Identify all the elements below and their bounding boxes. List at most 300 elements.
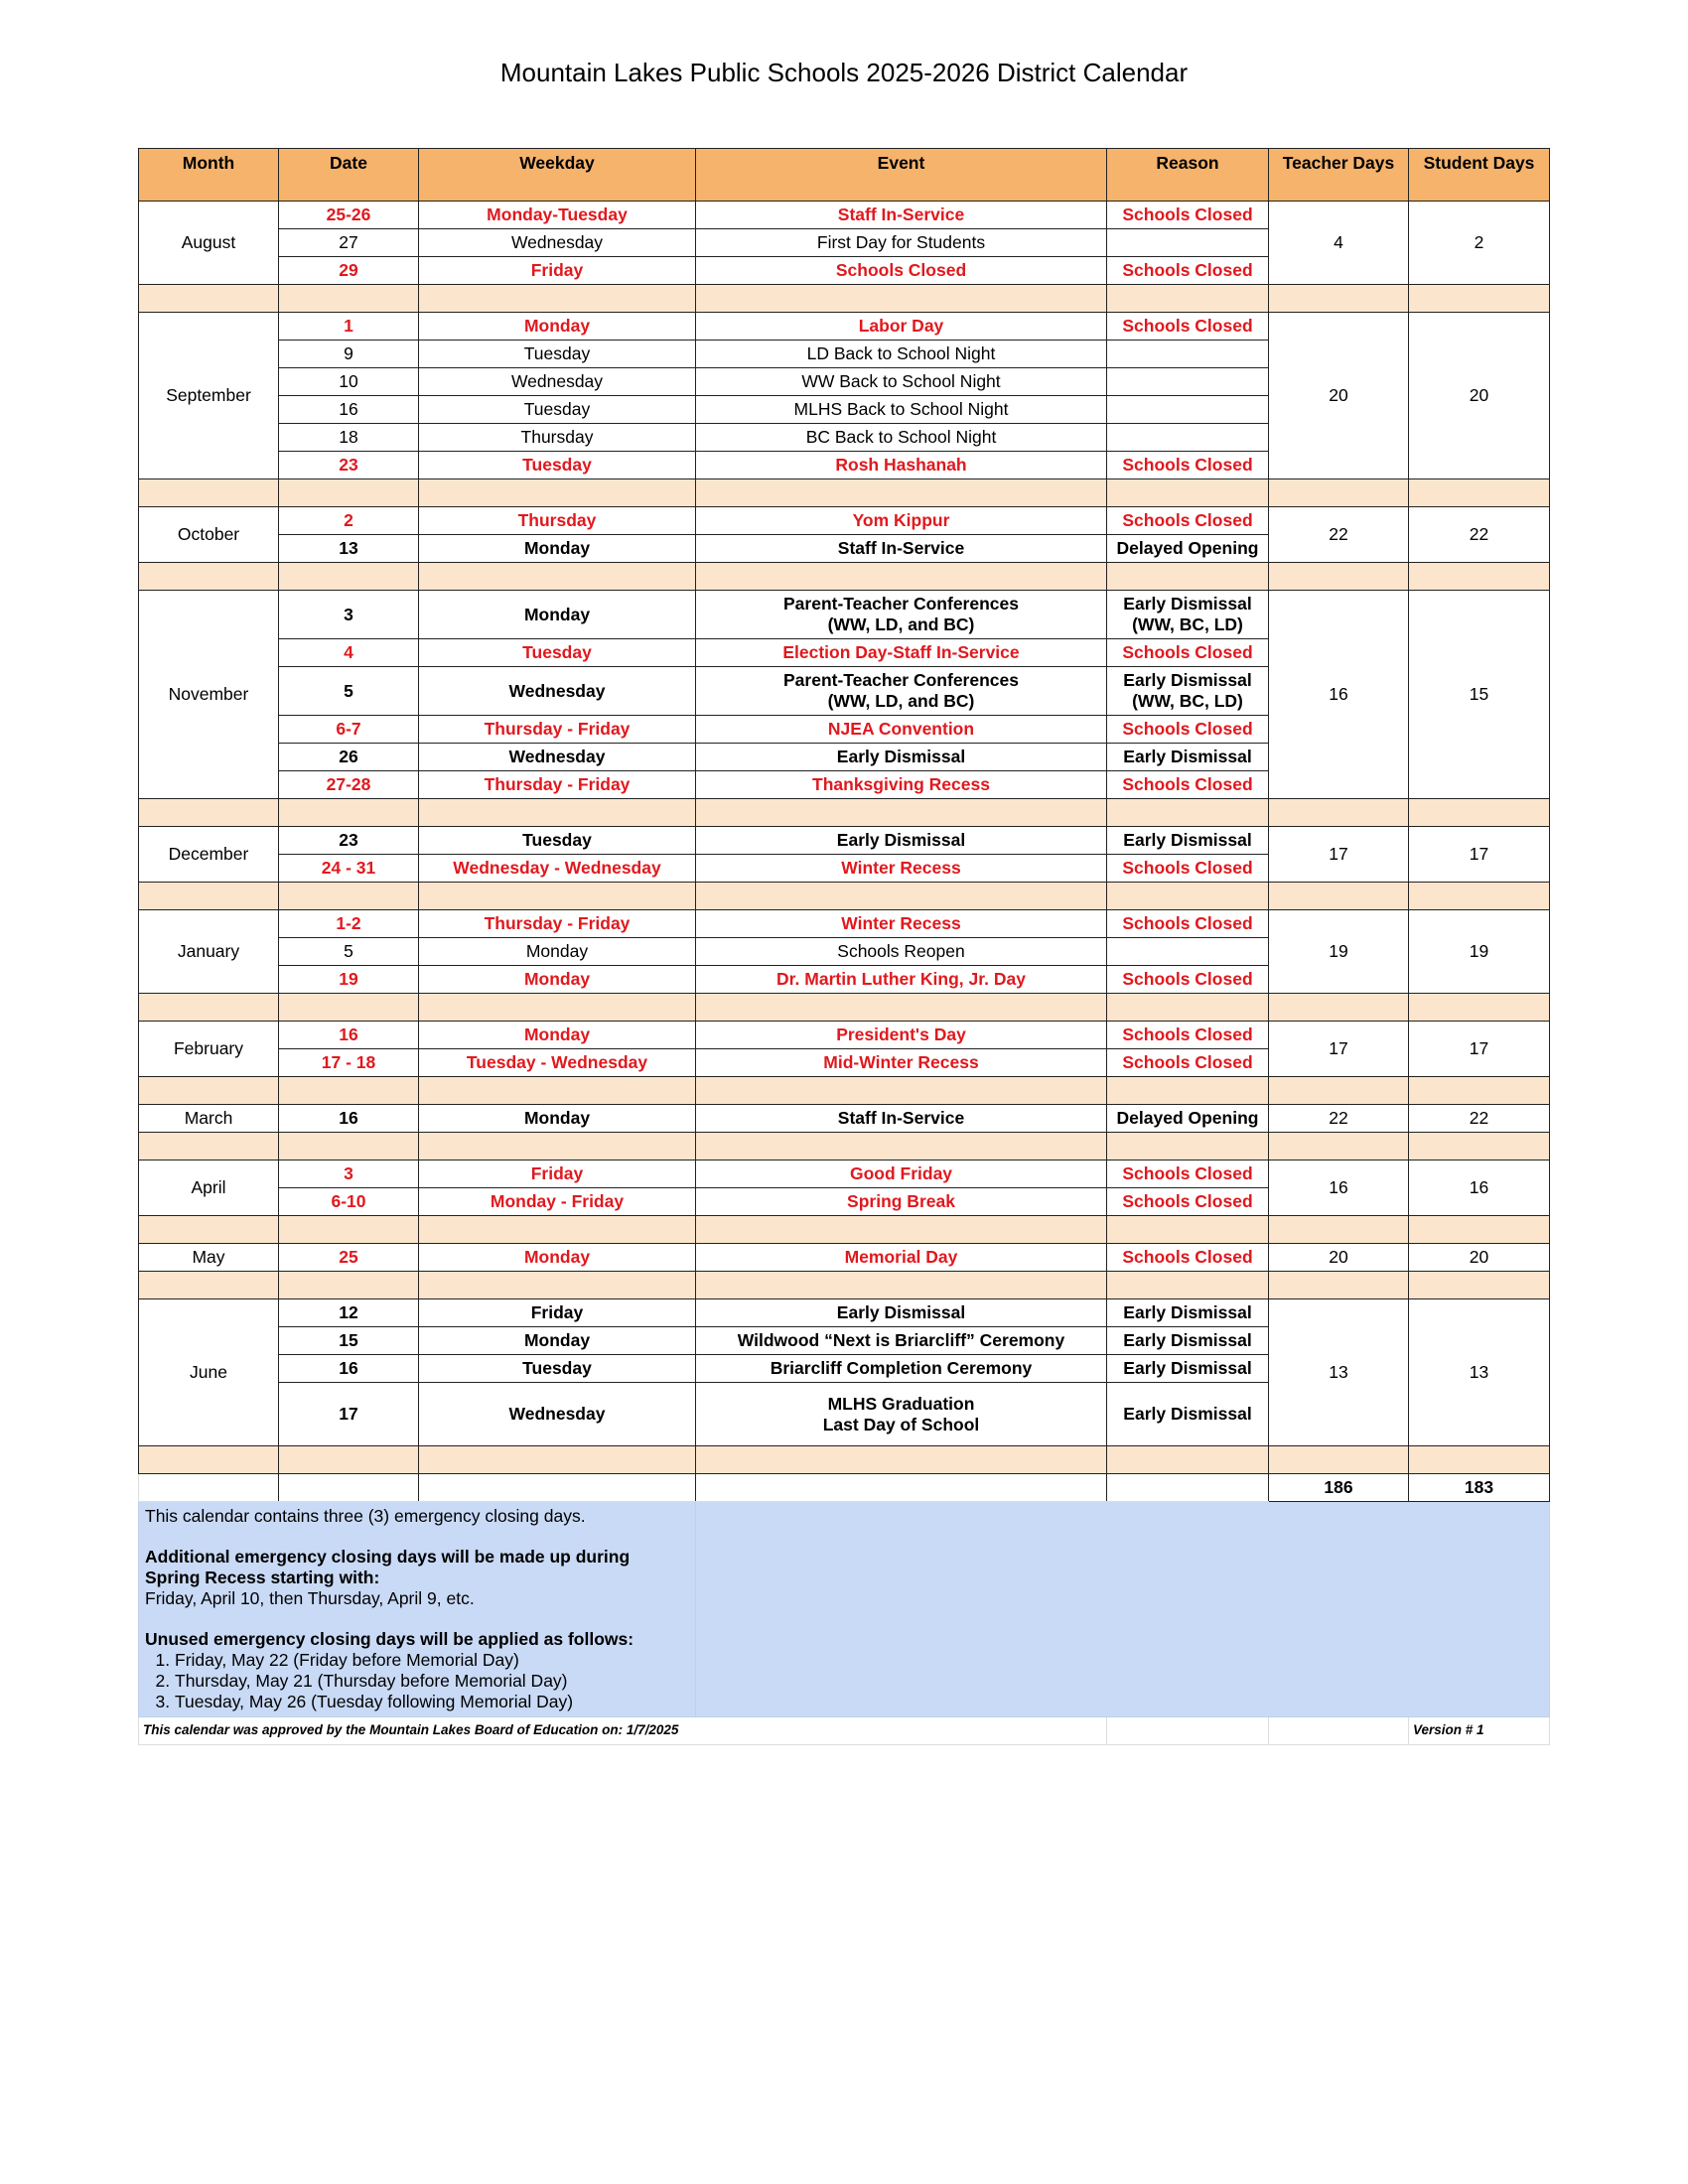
event-date: 6-10: [279, 1188, 419, 1216]
event-date: 19: [279, 966, 419, 994]
event-line: Staff In-Service: [837, 205, 965, 224]
unused-day-item: 1. Friday, May 22 (Friday before Memorial Day): [175, 1650, 689, 1671]
event-date: 9: [279, 341, 419, 368]
separator-cell: [419, 1446, 696, 1474]
unused-heading: Unused emergency closing days will be applied as follows:: [145, 1629, 634, 1649]
teacher-days: 22: [1269, 507, 1409, 563]
event-date: 15: [279, 1327, 419, 1355]
event-weekday: Wednesday: [419, 229, 696, 257]
event-line: Memorial Day: [844, 1247, 958, 1267]
student-days: 17: [1409, 1022, 1550, 1077]
event-line: Early Dismissal: [836, 1302, 966, 1322]
calendar-body: [139, 202, 1550, 1474]
event-weekday: Wednesday: [419, 368, 696, 396]
month-separator: [139, 1133, 1550, 1160]
event-reason: [1107, 1160, 1269, 1188]
teacher-days: 22: [1269, 1105, 1409, 1133]
event-date: 16: [279, 1355, 419, 1383]
separator-cell: [1107, 563, 1269, 591]
separator-cell: [1409, 994, 1550, 1022]
event-line: Wildwood “Next is Briarcliff” Ceremony: [737, 1330, 1065, 1350]
student-days: 22: [1409, 1105, 1550, 1133]
separator-cell: [1269, 563, 1409, 591]
event-line: Briarcliff Completion Ceremony: [770, 1358, 1033, 1378]
reason-line: Schools Closed: [1122, 719, 1253, 739]
event-reason: [1107, 938, 1269, 966]
event-row: [139, 313, 1550, 341]
teacher-days: 17: [1269, 1022, 1409, 1077]
month-name: June: [139, 1299, 279, 1446]
event-date: 17 - 18: [279, 1049, 419, 1077]
totals-blank: [139, 1474, 279, 1502]
teacher-days: 19: [1269, 910, 1409, 994]
event-weekday: Thursday - Friday: [419, 910, 696, 938]
event-date: 25: [279, 1244, 419, 1272]
event-reason: [1107, 1105, 1269, 1133]
event-reason: [1107, 1299, 1269, 1327]
separator-cell: [696, 799, 1107, 827]
month-name: February: [139, 1022, 279, 1077]
event-line: (WW, LD, and BC): [827, 691, 975, 711]
event-line: Winter Recess: [841, 858, 961, 878]
event-row: [139, 1244, 1550, 1272]
event-date: 1: [279, 313, 419, 341]
reason-line: Schools Closed: [1122, 260, 1253, 280]
month-name: March: [139, 1105, 279, 1133]
event-reason: [1107, 1244, 1269, 1272]
separator-cell: [696, 1077, 1107, 1105]
event-name: [696, 827, 1107, 855]
separator-cell: [1107, 1272, 1269, 1299]
student-days: 22: [1409, 507, 1550, 563]
event-line: Parent-Teacher Conferences: [783, 670, 1019, 690]
notes-intro: This calendar contains three (3) emergency closing days.: [145, 1506, 586, 1526]
separator-cell: [696, 994, 1107, 1022]
month-separator: [139, 285, 1550, 313]
event-reason: [1107, 716, 1269, 744]
event-reason: [1107, 966, 1269, 994]
event-weekday: Tuesday: [419, 341, 696, 368]
separator-cell: [139, 285, 279, 313]
header-reason: Reason: [1107, 149, 1269, 202]
event-name: [696, 368, 1107, 396]
event-reason: [1107, 202, 1269, 229]
event-reason: [1107, 368, 1269, 396]
event-weekday: Wednesday - Wednesday: [419, 855, 696, 883]
event-name: [696, 1160, 1107, 1188]
reason-line: (WW, BC, LD): [1132, 614, 1243, 634]
separator-cell: [279, 883, 419, 910]
event-weekday: Tuesday: [419, 452, 696, 479]
event-date: 3: [279, 1160, 419, 1188]
event-weekday: Tuesday: [419, 639, 696, 667]
separator-cell: [1107, 479, 1269, 507]
event-name: [696, 1355, 1107, 1383]
event-line: President's Day: [836, 1024, 966, 1044]
student-days: 16: [1409, 1160, 1550, 1216]
student-days: 20: [1409, 1244, 1550, 1272]
makeup-heading: Additional emergency closing days will be made up during Spring Recess starting with:: [145, 1547, 631, 1587]
separator-cell: [696, 285, 1107, 313]
event-date: 13: [279, 535, 419, 563]
event-date: 1-2: [279, 910, 419, 938]
event-reason: [1107, 1049, 1269, 1077]
header-event: Event: [696, 149, 1107, 202]
event-line: Spring Break: [847, 1191, 955, 1211]
separator-cell: [419, 1272, 696, 1299]
separator-cell: [419, 285, 696, 313]
event-reason: [1107, 452, 1269, 479]
event-line: BC Back to School Night: [805, 427, 997, 447]
separator-cell: [419, 883, 696, 910]
event-weekday: Thursday: [419, 424, 696, 452]
month-separator: [139, 1272, 1550, 1299]
month-name: September: [139, 313, 279, 479]
separator-cell: [139, 1272, 279, 1299]
teacher-days: 20: [1269, 1244, 1409, 1272]
event-name: [696, 1105, 1107, 1133]
event-line: WW Back to School Night: [801, 371, 1001, 391]
event-weekday: Wednesday: [419, 667, 696, 716]
event-date: 23: [279, 452, 419, 479]
event-line: Election Day-Staff In-Service: [782, 642, 1020, 662]
event-name: [696, 639, 1107, 667]
event-date: 5: [279, 938, 419, 966]
month-name: October: [139, 507, 279, 563]
separator-cell: [1107, 799, 1269, 827]
event-reason: [1107, 535, 1269, 563]
event-row: [139, 910, 1550, 938]
separator-cell: [1107, 1446, 1269, 1474]
month-separator: [139, 563, 1550, 591]
reason-line: Schools Closed: [1122, 1024, 1253, 1044]
event-name: [696, 1049, 1107, 1077]
event-reason: [1107, 229, 1269, 257]
reason-line: Schools Closed: [1122, 205, 1253, 224]
event-reason: [1107, 1022, 1269, 1049]
student-days: 15: [1409, 591, 1550, 799]
version-label: Version # 1: [1409, 1717, 1550, 1745]
separator-cell: [279, 1216, 419, 1244]
event-date: 16: [279, 1105, 419, 1133]
total-student-days: 183: [1409, 1474, 1550, 1502]
event-name: [696, 535, 1107, 563]
event-line: MLHS Back to School Night: [793, 399, 1009, 419]
separator-cell: [1107, 883, 1269, 910]
event-name: [696, 1327, 1107, 1355]
event-weekday: Tuesday: [419, 1355, 696, 1383]
reason-line: Schools Closed: [1122, 316, 1253, 336]
teacher-days: 16: [1269, 591, 1409, 799]
separator-cell: [279, 479, 419, 507]
header-month: Month: [139, 149, 279, 202]
event-name: [696, 1022, 1107, 1049]
notes-row: [139, 1502, 1550, 1717]
event-line: Thanksgiving Recess: [812, 774, 990, 794]
event-name: [696, 257, 1107, 285]
footer-blank: [1269, 1717, 1409, 1745]
reason-line: Schools Closed: [1122, 642, 1253, 662]
event-line: Mid-Winter Recess: [823, 1052, 979, 1072]
separator-cell: [1409, 1216, 1550, 1244]
separator-cell: [1269, 1446, 1409, 1474]
separator-cell: [279, 799, 419, 827]
event-name: [696, 716, 1107, 744]
reason-line: Delayed Opening: [1116, 538, 1259, 558]
reason-line: Schools Closed: [1122, 510, 1253, 530]
total-teacher-days: 186: [1269, 1474, 1409, 1502]
event-weekday: Tuesday: [419, 827, 696, 855]
teacher-days: 4: [1269, 202, 1409, 285]
month-separator: [139, 1446, 1550, 1474]
event-name: [696, 855, 1107, 883]
event-name: [696, 313, 1107, 341]
event-line: Labor Day: [858, 316, 944, 336]
footer-blank: [1107, 1717, 1269, 1745]
event-reason: [1107, 639, 1269, 667]
separator-cell: [419, 1133, 696, 1160]
event-reason: [1107, 771, 1269, 799]
separator-cell: [1269, 799, 1409, 827]
separator-cell: [1107, 285, 1269, 313]
event-line: Good Friday: [849, 1163, 953, 1183]
reason-line: Early Dismissal: [1123, 1302, 1252, 1322]
totals-row: [139, 1474, 1550, 1502]
event-name: [696, 1244, 1107, 1272]
separator-cell: [696, 1216, 1107, 1244]
reason-line: Early Dismissal: [1123, 1404, 1252, 1424]
separator-cell: [1409, 1077, 1550, 1105]
separator-cell: [696, 1446, 1107, 1474]
event-weekday: Wednesday: [419, 744, 696, 771]
event-weekday: Monday - Friday: [419, 1188, 696, 1216]
separator-cell: [1107, 994, 1269, 1022]
separator-cell: [1409, 883, 1550, 910]
notes-right-panel: [696, 1502, 1550, 1717]
event-weekday: Thursday: [419, 507, 696, 535]
header-weekday: Weekday: [419, 149, 696, 202]
event-weekday: Thursday - Friday: [419, 771, 696, 799]
separator-cell: [419, 563, 696, 591]
event-line: Staff In-Service: [837, 1108, 965, 1128]
event-line: First Day for Students: [816, 232, 986, 252]
unused-day-item: 3. Tuesday, May 26 (Tuesday following Memorial Day): [175, 1692, 689, 1712]
district-calendar-table: [138, 148, 1550, 1745]
event-reason: [1107, 1327, 1269, 1355]
separator-cell: [419, 1077, 696, 1105]
event-row: [139, 1299, 1550, 1327]
header-date: Date: [279, 149, 419, 202]
reason-line: Schools Closed: [1122, 913, 1253, 933]
separator-cell: [139, 994, 279, 1022]
event-line: Last Day of School: [822, 1414, 980, 1434]
separator-cell: [1269, 1133, 1409, 1160]
event-line: MLHS Graduation: [827, 1393, 975, 1414]
event-name: [696, 202, 1107, 229]
event-line: (WW, LD, and BC): [827, 614, 975, 634]
event-weekday: Monday: [419, 966, 696, 994]
separator-cell: [1409, 563, 1550, 591]
event-weekday: Monday: [419, 535, 696, 563]
event-date: 27-28: [279, 771, 419, 799]
month-separator: [139, 799, 1550, 827]
separator-cell: [1409, 285, 1550, 313]
separator-cell: [1107, 1133, 1269, 1160]
reason-line: Schools Closed: [1122, 1163, 1253, 1183]
separator-cell: [1409, 1272, 1550, 1299]
event-date: 17: [279, 1383, 419, 1446]
event-name: [696, 771, 1107, 799]
reason-line: Schools Closed: [1122, 1191, 1253, 1211]
reason-line: Early Dismissal: [1123, 594, 1252, 614]
event-line: Dr. Martin Luther King, Jr. Day: [776, 969, 1026, 989]
event-line: LD Back to School Night: [806, 343, 996, 363]
teacher-days: 17: [1269, 827, 1409, 883]
event-line: Staff In-Service: [837, 538, 965, 558]
event-row: [139, 827, 1550, 855]
reason-line: Schools Closed: [1122, 455, 1253, 475]
event-line: Early Dismissal: [836, 830, 966, 850]
event-weekday: Monday: [419, 591, 696, 639]
event-reason: [1107, 855, 1269, 883]
event-reason: [1107, 744, 1269, 771]
event-reason: [1107, 827, 1269, 855]
reason-line: Early Dismissal: [1123, 747, 1252, 766]
event-date: 6-7: [279, 716, 419, 744]
event-date: 5: [279, 667, 419, 716]
teacher-days: 13: [1269, 1299, 1409, 1446]
event-reason: [1107, 591, 1269, 639]
event-date: 4: [279, 639, 419, 667]
separator-cell: [139, 1133, 279, 1160]
event-line: Parent-Teacher Conferences: [783, 594, 1019, 614]
event-line: Schools Reopen: [837, 941, 965, 961]
reason-line: Delayed Opening: [1116, 1108, 1259, 1128]
event-weekday: Wednesday: [419, 1383, 696, 1446]
reason-line: Schools Closed: [1122, 1247, 1253, 1267]
event-weekday: Thursday - Friday: [419, 716, 696, 744]
month-name: August: [139, 202, 279, 285]
separator-cell: [279, 1446, 419, 1474]
separator-cell: [1269, 1216, 1409, 1244]
separator-cell: [1269, 1077, 1409, 1105]
separator-cell: [279, 994, 419, 1022]
event-name: [696, 452, 1107, 479]
event-weekday: Tuesday: [419, 396, 696, 424]
student-days: 19: [1409, 910, 1550, 994]
event-line: Schools Closed: [835, 260, 967, 280]
separator-cell: [419, 1216, 696, 1244]
event-reason: [1107, 257, 1269, 285]
student-days: 17: [1409, 827, 1550, 883]
event-date: 27: [279, 229, 419, 257]
event-weekday: Tuesday - Wednesday: [419, 1049, 696, 1077]
event-date: 10: [279, 368, 419, 396]
reason-line: Early Dismissal: [1123, 1358, 1252, 1378]
student-days: 13: [1409, 1299, 1550, 1446]
separator-cell: [419, 799, 696, 827]
event-weekday: Friday: [419, 1299, 696, 1327]
header-student-days: Student Days: [1409, 149, 1550, 202]
event-weekday: Monday: [419, 313, 696, 341]
separator-cell: [139, 563, 279, 591]
event-reason: [1107, 910, 1269, 938]
month-name: November: [139, 591, 279, 799]
event-name: [696, 591, 1107, 639]
separator-cell: [696, 479, 1107, 507]
separator-cell: [696, 1272, 1107, 1299]
separator-cell: [1107, 1216, 1269, 1244]
separator-cell: [139, 1216, 279, 1244]
event-weekday: Monday: [419, 1022, 696, 1049]
event-weekday: Monday: [419, 1105, 696, 1133]
event-name: [696, 910, 1107, 938]
event-date: 25-26: [279, 202, 419, 229]
event-date: 26: [279, 744, 419, 771]
event-name: [696, 1299, 1107, 1327]
separator-cell: [279, 1077, 419, 1105]
event-line: Rosh Hashanah: [835, 455, 967, 475]
header-teacher-days: Teacher Days: [1269, 149, 1409, 202]
footer-row: [139, 1717, 1550, 1745]
event-date: 18: [279, 424, 419, 452]
event-reason: [1107, 424, 1269, 452]
event-reason: [1107, 341, 1269, 368]
separator-cell: [1107, 1077, 1269, 1105]
event-row: [139, 202, 1550, 229]
separator-cell: [696, 563, 1107, 591]
totals-blank: [1107, 1474, 1269, 1502]
event-line: NJEA Convention: [827, 719, 975, 739]
separator-cell: [139, 1446, 279, 1474]
event-row: [139, 1105, 1550, 1133]
unused-days-list: [145, 1650, 689, 1712]
teacher-days: 20: [1269, 313, 1409, 479]
separator-cell: [1269, 883, 1409, 910]
separator-cell: [1409, 799, 1550, 827]
separator-cell: [696, 1133, 1107, 1160]
separator-cell: [419, 479, 696, 507]
event-date: 16: [279, 1022, 419, 1049]
unused-day-item: 2. Thursday, May 21 (Thursday before Memorial Day): [175, 1671, 689, 1692]
event-date: 23: [279, 827, 419, 855]
reason-line: Early Dismissal: [1123, 670, 1252, 690]
month-name: May: [139, 1244, 279, 1272]
month-name: April: [139, 1160, 279, 1216]
emergency-notes: [139, 1502, 696, 1717]
student-days: 20: [1409, 313, 1550, 479]
separator-cell: [279, 1272, 419, 1299]
event-weekday: Monday: [419, 1244, 696, 1272]
event-date: 24 - 31: [279, 855, 419, 883]
month-separator: [139, 883, 1550, 910]
event-reason: [1107, 507, 1269, 535]
month-name: December: [139, 827, 279, 883]
separator-cell: [279, 1133, 419, 1160]
event-reason: [1107, 313, 1269, 341]
page-title: Mountain Lakes Public Schools 2025-2026 District Calendar: [499, 58, 1189, 87]
event-row: [139, 591, 1550, 639]
event-name: [696, 507, 1107, 535]
event-weekday: Monday: [419, 1327, 696, 1355]
teacher-days: 16: [1269, 1160, 1409, 1216]
totals-blank: [419, 1474, 696, 1502]
event-date: 2: [279, 507, 419, 535]
totals-blank: [279, 1474, 419, 1502]
reason-line: Early Dismissal: [1123, 1330, 1252, 1350]
event-date: 16: [279, 396, 419, 424]
separator-cell: [1269, 1272, 1409, 1299]
